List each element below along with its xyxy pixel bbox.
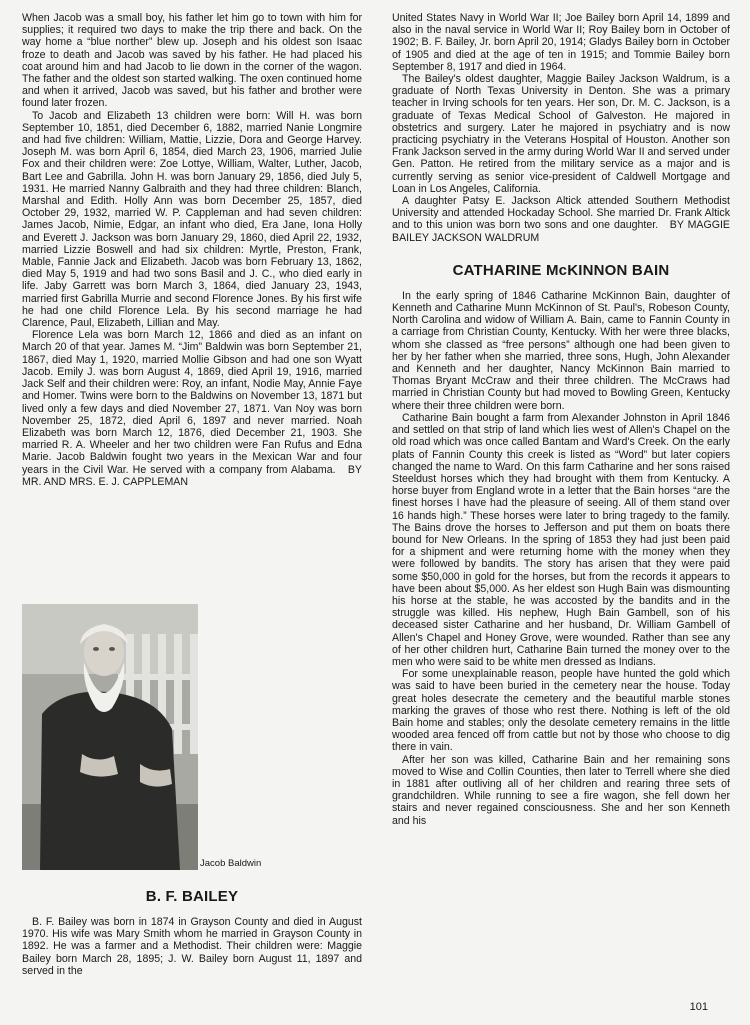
portrait-photo bbox=[22, 604, 198, 870]
portrait-image bbox=[22, 604, 198, 870]
section-heading: B. F. BAILEY bbox=[145, 888, 239, 905]
byline: BY MR. AND MRS. E. J. CAPPLEMAN bbox=[22, 463, 362, 488]
photo-caption: Jacob Baldwin bbox=[200, 858, 262, 869]
paragraph-text: Florence Lela was born March 12, 1866 and died as an infant on March 20 of that year. James M. “Jim” Baldwin was born September 21, 1867, died May 1, 1920, married Mollie Gibson and had one son Wyatt Jacob. Emily J. was born August 4, 1869, died April 19, 1916, married Jack Self and their children were: Roy, an infant, Nodie May, Annie Faye and Homer. Twins were born to the Baldwins on November 13, 1871 but lived only a few days and died November 27, 1871. Van Noy was born November 25, 1872, died April 6, 1897 and never married. Noah Elizabeth was born March 12, 1876, died December 21, 1903. She married R. A. Wheeler and her two children were Fan Rufus and Edna Marie. Jacob Baldwin fought two years in the Mexican War and four years in the Civil War. He served with a company from Alabama. bbox=[22, 329, 362, 476]
paragraph: After her son was killed, Catharine Bain and her remaining sons moved to Wise and Collin Counties, then later to Terrell where she died in 1881 after outliving all of her children and rearing three sets of grandchildren. While running to see a fire wagon, she fell down her stairs and never regained consciousness. She and her son Kenneth and his bbox=[392, 753, 730, 827]
right-column bbox=[392, 12, 730, 827]
left-column bbox=[22, 12, 362, 488]
paragraph: B. F. Bailey was born in 1874 in Grayson County and died in August 1970. His wife was Mary Smith whom he married in Grayson County in 1892. He was a farmer and a Methodist. Their children were: Maggie Bailey born March 28, 1895; J. W. Bailey born August 11, 1897 and served in the bbox=[22, 916, 362, 977]
paragraph: In the early spring of 1846 Catharine McKinnon Bain, daughter of Kenneth and Catharine Munn McKinnon of St. Paul's, Robeson County, North Carolina and widow of William A. Bain, came to Fannin County in a carriage from Christian County, Kentucky. With her were three blacks, whom she classed as “free persons” although one had been given to her by her father when she married, three sons, Hugh, John Alexander and Kenneth and her daughter, Nancy McKinnon Bain married to Thomas Bryant McCraw and their three children. The McCraws had married in Christian County but had moved to Bowling Green, Kentucky where their three children were born. bbox=[392, 289, 730, 412]
paragraph: For some unexplainable reason, people have hunted the gold which was said to have been buried in the cemetery near the house. Today great holes desecrate the cemetery and the beautiful marble stones marking the graves of those who rest there. Nothing is left of the old Bain home and stables; only the desolate cemetery remains in the little wooded area fenced off from cattle but not by those who choose to dig there in vain. bbox=[392, 668, 730, 754]
byline: BY MAGGIE BAILEY JACKSON WALDRUM bbox=[392, 219, 730, 244]
paragraph: When Jacob was a small boy, his father let him go to town with him for supplies; it required two days to make the trip there and back. On the way home a “blue norther” blew up. Joseph and his oldest son Isaac froze to death and Jacob was saved by his father. He had placed his coat around him and had Jacob to lie down in the corner of the wagon. The father and the oldest son started walking. The oxen continued home and when it arrived, Jacob was saved, but his father and brother were found later frozen. bbox=[22, 12, 362, 110]
paragraph bbox=[22, 329, 362, 488]
paragraph bbox=[392, 195, 730, 244]
paragraph-text: A daughter Patsy E. Jackson Altick attended Southern Methodist University and attended Hockaday School. She married Dr. Frank Altick and to this union was born two sons and one daughter. bbox=[392, 195, 730, 232]
photo-figure bbox=[22, 604, 288, 870]
paragraph: Catharine Bain bought a farm from Alexander Johnston in April 1846 and settled on that strip of land which lies west of Allen's Chapel on the old road which was once called Bantam and Ward's Creek. On the early plats of Fannin County this creek is listed as “Word” but later copiers changed the name to Ward. On this farm Catharine and her sons raised Steeldust horses which they had brought with them from Kentucky. A horse buyer from England wrote in a letter that the Bain horses “are the finest horses I have had the pleasure of seeing. All of them stand over 16 hands high.” These horses were later to bring tragedy to the family. The Bains drove the horses to Jefferson and put them on boats there bound for New Orleans. In the spring of 1853 they had just been paid for a shipment and were returning home with the money when they were followed by bandits. The story has arisen that they were paid some $50,000 in gold for the horses, but from the records it appears to have been about $5,000. As her eldest son Hugh Bain was dismounting his horse at the stable, he was accosted by the bandits and in the struggle was killed. His nephew, Hugh Bain Gambell, son of his deceased sister Catharine and her husband, Dr. William Gambell of Allen's Chapel and Honey Grove, were wounded. Rather than see any of her other children hurt, Catharine Bain turned the money over to the men who were said to be white men dressed as Indians. bbox=[392, 411, 730, 668]
section-heading: CATHARINE McKINNON BAIN bbox=[452, 261, 670, 279]
paragraph: To Jacob and Elizabeth 13 children were born: Will H. was born September 10, 1851, died December 6, 1882, married Nanie Longmire and had five children: William, Mattie, Lizzie, Dora and George Harvey. Joseph M. was born April 6, 1854, died March 23, 1906, married Julie Fox and their children were: Zoe Lottye, William, Walter, Luther, Jacob, Bart Lee and Gabrilla. John H. was born January 29, 1856, died July 5, 1931. He married Nanny Galbraith and they had three children: Blanch, Marshal and Edith. Holly Ann was born December 25, 1857, died October 29, 1932, married W. P. Cappleman and had seven children: James Jacob, Nimie, Edgar, an infant who died, Era Jane, Iona Holly and Everett J. Jackson was born January 29, 1860, died April 22, 1932, married Lizzie Boswell and had six children: Myrtle, Preston, Frank, Mable, Fannie Jack and Elizabeth. Jacob was born February 13, 1862, died May 5, 1919 and had two sons Basil and J. C., who died early in life. Jaby Garrett was born March 3, 1864, died January 23, 1943, married first Gabrilla Murrie and second Florence Jones. By his first wife he had one child Florence Lela. By his second marriage he had Clarence, Paul, Elizabeth, Lillian and May. bbox=[22, 109, 362, 330]
paragraph: United States Navy in World War II; Joe Bailey born April 14, 1899 and also in the naval service in World War II; Roy Bailey born in October of 1902; B. F. Bailey, Jr. born April 20, 1914; Gladys Bailey born in October of 1905 and died at the age of ten in 1915; and Tommie Bailey born September 8, 1917 and died in 1964. bbox=[392, 12, 730, 73]
paragraph: The Bailey's oldest daughter, Maggie Bailey Jackson Waldrum, is a graduate of North Texas University in Denton. She was a primary teacher in Irving schools for ten years. Her son, Dr. M. C. Jackson, is a graduate of Texas Medical School of Galveston. He majored in obstetrics and surgery. Later he majored in psychiatry and is now practicing psychiatry in the Veterans Hospital of Houston. Another son Frank Jackson served in the army during World War II and served under Gen. Patton. He retired from the military service as a major and is currently serving as senior vice-president of Caldwell Mortgage and Loan in Los Angeles, California. bbox=[392, 73, 730, 195]
page-number: 101 bbox=[689, 1001, 708, 1013]
bailey-section bbox=[22, 888, 362, 977]
